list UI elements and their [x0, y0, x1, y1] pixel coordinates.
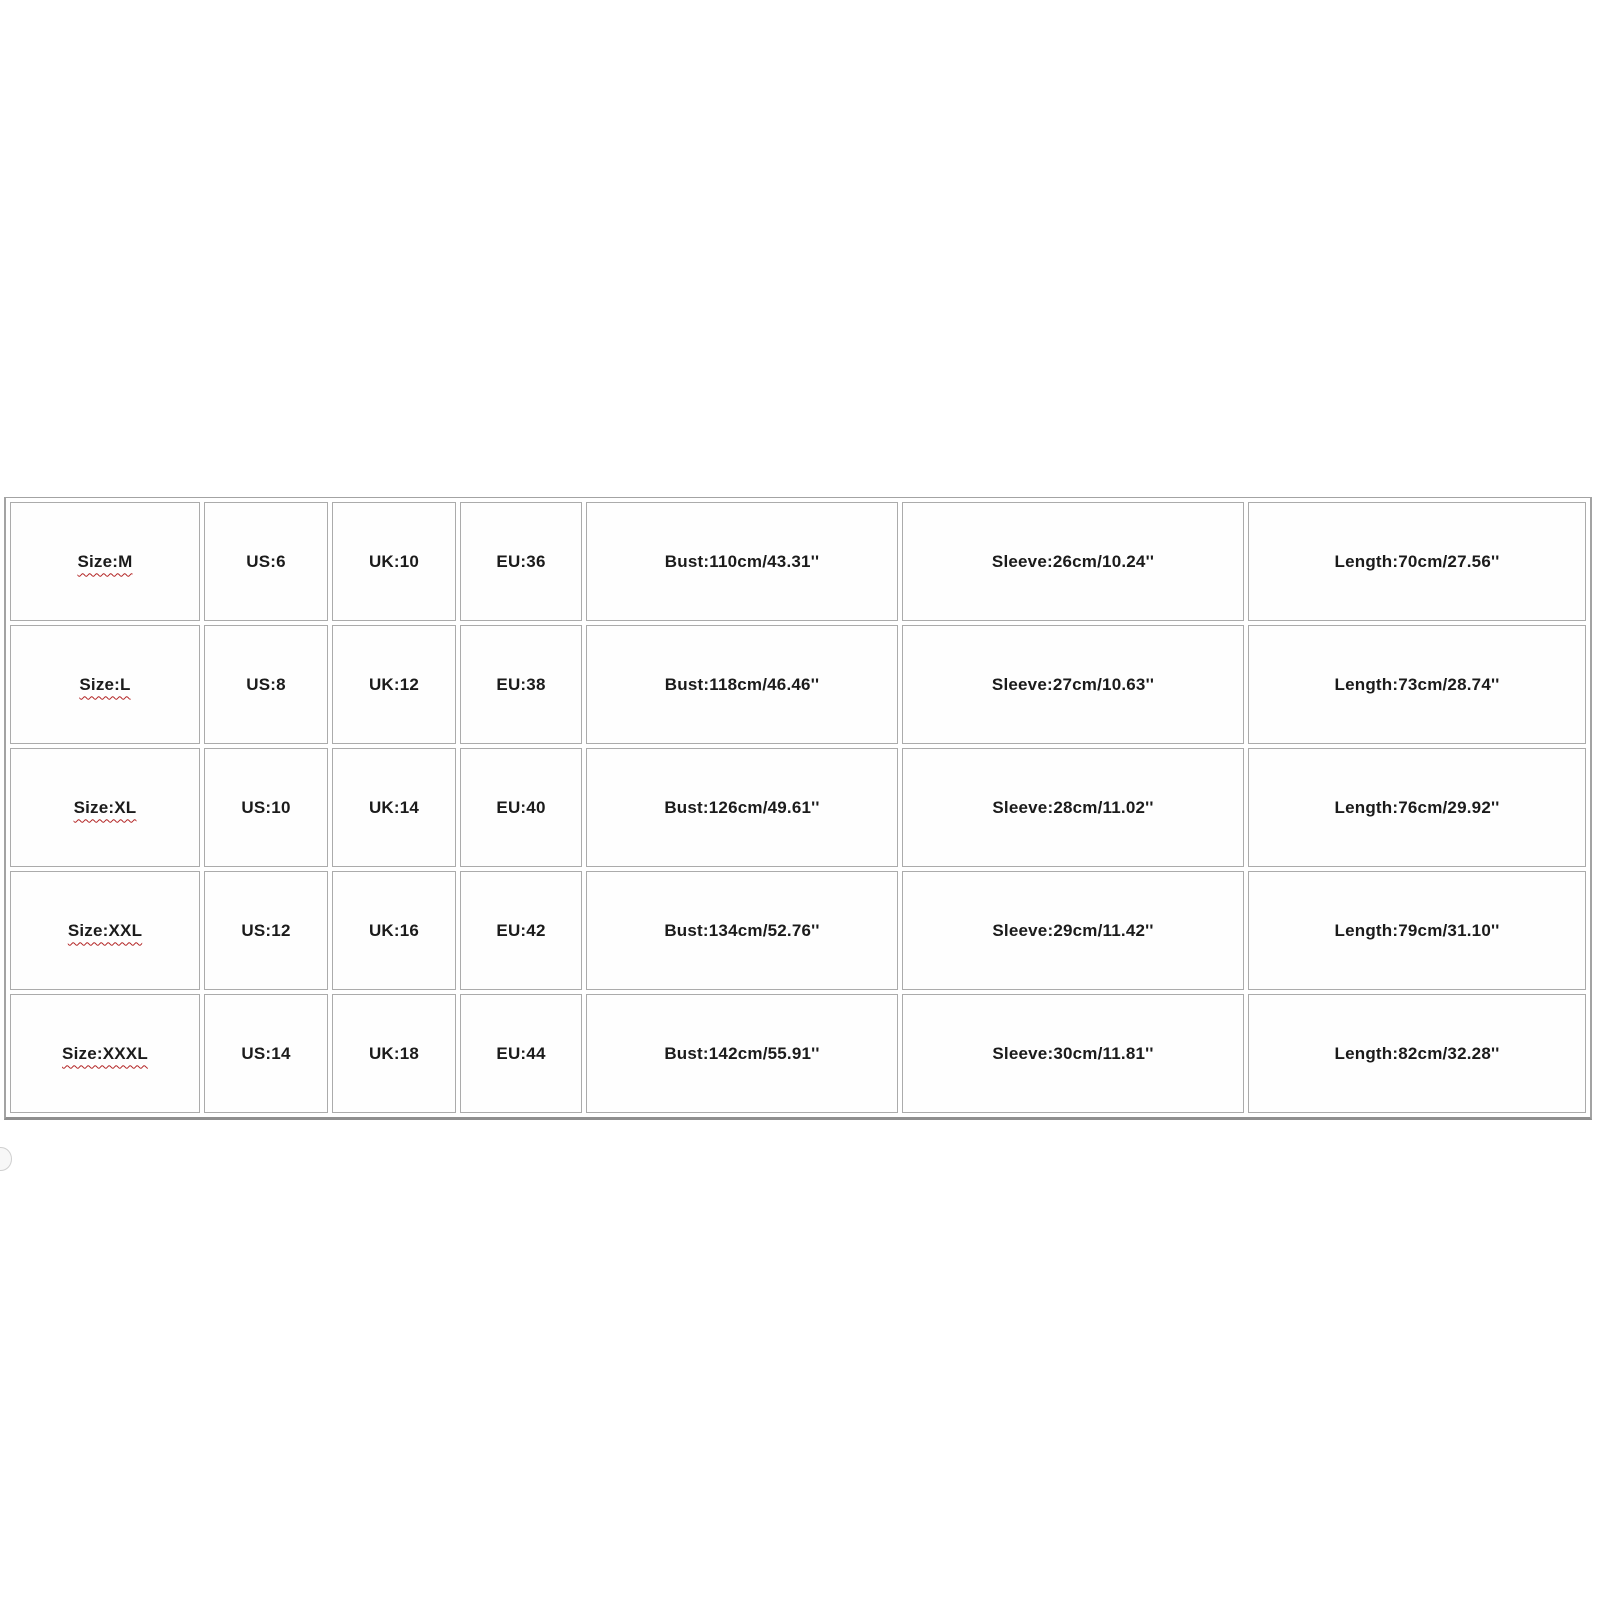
- us-size-cell: US:12: [204, 871, 328, 990]
- bust-cell: Bust:118cm/46.46'': [586, 625, 898, 744]
- size-label: Size:M: [77, 551, 133, 571]
- size-cell: [10, 994, 200, 1113]
- bust-cell: Bust:134cm/52.76'': [586, 871, 898, 990]
- size-cell: [10, 625, 200, 744]
- length-cell: Length:79cm/31.10'': [1248, 871, 1586, 990]
- eu-size-cell: EU:42: [460, 871, 582, 990]
- edge-artifact-mark: [0, 1147, 12, 1171]
- uk-size-cell: UK:18: [332, 994, 456, 1113]
- size-label: Size:L: [79, 674, 131, 694]
- length-cell: Length:76cm/29.92'': [1248, 748, 1586, 867]
- sleeve-cell: Sleeve:30cm/11.81'': [902, 994, 1244, 1113]
- table-row: [10, 748, 1586, 867]
- sleeve-cell: Sleeve:26cm/10.24'': [902, 502, 1244, 621]
- table-row: [10, 994, 1586, 1113]
- length-cell: Length:73cm/28.74'': [1248, 625, 1586, 744]
- eu-size-cell: EU:44: [460, 994, 582, 1113]
- sleeve-cell: Sleeve:29cm/11.42'': [902, 871, 1244, 990]
- size-label: Size:XXXL: [62, 1043, 148, 1063]
- length-cell: Length:82cm/32.28'': [1248, 994, 1586, 1113]
- table-row: [10, 871, 1586, 990]
- uk-size-cell: UK:12: [332, 625, 456, 744]
- sleeve-cell: Sleeve:27cm/10.63'': [902, 625, 1244, 744]
- size-cell: [10, 871, 200, 990]
- bust-cell: Bust:110cm/43.31'': [586, 502, 898, 621]
- bust-cell: Bust:126cm/49.61'': [586, 748, 898, 867]
- size-chart-table: [4, 497, 1592, 1120]
- eu-size-cell: EU:36: [460, 502, 582, 621]
- us-size-cell: US:6: [204, 502, 328, 621]
- uk-size-cell: UK:16: [332, 871, 456, 990]
- eu-size-cell: EU:40: [460, 748, 582, 867]
- us-size-cell: US:10: [204, 748, 328, 867]
- bust-cell: Bust:142cm/55.91'': [586, 994, 898, 1113]
- uk-size-cell: UK:14: [332, 748, 456, 867]
- table-row: [10, 502, 1586, 621]
- us-size-cell: US:14: [204, 994, 328, 1113]
- size-label: Size:XXL: [67, 920, 143, 940]
- table-row: [10, 625, 1586, 744]
- eu-size-cell: EU:38: [460, 625, 582, 744]
- size-chart: [4, 497, 1592, 1120]
- length-cell: Length:70cm/27.56'': [1248, 502, 1586, 621]
- us-size-cell: US:8: [204, 625, 328, 744]
- size-label: Size:XL: [73, 797, 137, 817]
- sleeve-cell: Sleeve:28cm/11.02'': [902, 748, 1244, 867]
- size-cell: [10, 748, 200, 867]
- size-cell: [10, 502, 200, 621]
- uk-size-cell: UK:10: [332, 502, 456, 621]
